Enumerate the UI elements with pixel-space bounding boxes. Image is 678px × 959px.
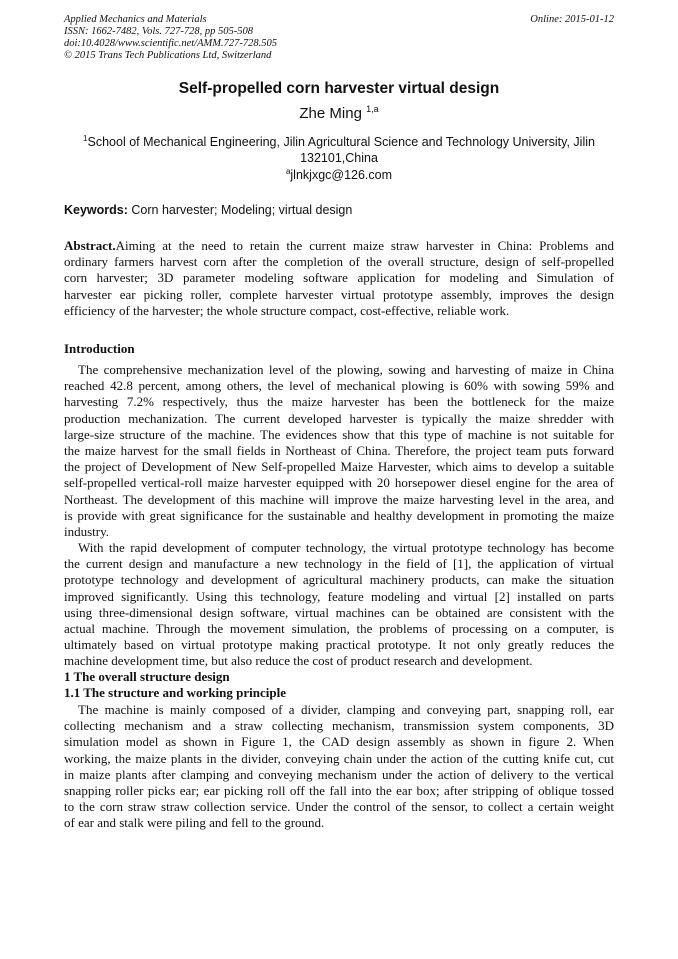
text-line bbox=[64, 718, 614, 734]
line-text: harvester ear picking roller, complete harvester virtual prototype assembly, improves the design bbox=[64, 286, 614, 302]
line-text: The comprehensive mechanization level of the plowing, sowing and harvesting of maize in China bbox=[78, 362, 614, 377]
abstract-label: Abstract. bbox=[64, 238, 116, 253]
text-line bbox=[64, 767, 614, 783]
text-line bbox=[64, 270, 614, 286]
text-line bbox=[64, 621, 614, 637]
affiliation-line: 132101,China bbox=[300, 151, 378, 166]
line-text: efficiency of the harvester; the whole structure compact, cost-effective, reliable work. bbox=[64, 302, 510, 318]
text-line bbox=[64, 303, 614, 319]
text-line bbox=[64, 702, 614, 718]
text-line bbox=[64, 572, 614, 588]
line-text: using three-dimensional design software, virtual machines can be obtained are consistent with the bbox=[64, 604, 614, 620]
email bbox=[64, 167, 614, 182]
line-text: The machine is mainly composed of a divider, clamping and conveying part, snapping roll, ear bbox=[78, 702, 614, 717]
text-line bbox=[64, 637, 614, 653]
line-text: is provide with great significance for the sustainable and healthy development in promoting the maize bbox=[64, 507, 614, 523]
subsection-heading-1-1: 1.1 The structure and working principle bbox=[64, 685, 286, 700]
text-line bbox=[64, 815, 614, 831]
journal-name: Applied Mechanics and Materials bbox=[64, 14, 207, 25]
line-text: industry. bbox=[64, 524, 110, 540]
text-line bbox=[64, 524, 614, 540]
line-text: prototype technology and development of agricultural machinery products, can make the situation bbox=[64, 572, 614, 588]
text-line bbox=[64, 443, 614, 459]
author-sup: 1,a bbox=[366, 104, 379, 114]
line-text: harvesting 7.2% respectively, thus the maize harvester has been the bottleneck for the maize bbox=[64, 394, 614, 410]
line-text: reached 42.8 percent, among others, the level of mechanical plowing is 60% with sowing 59% and bbox=[64, 378, 614, 394]
email-link[interactable]: jlnkjxgc@126.com bbox=[290, 168, 393, 183]
line-text: to the corn straw straw collection service. Under the control of the sensor, to collect a certain weight bbox=[64, 799, 614, 815]
line-text: the maize harvest for the small fields in Northeast of China. Therefore, the project team puts forward bbox=[64, 443, 614, 459]
text-line bbox=[64, 378, 614, 394]
affiliation-line: School of Mechanical Engineering, Jilin Agricultural Science and Technology University, Jilin bbox=[87, 135, 595, 150]
abstract bbox=[64, 238, 614, 319]
paper-title: Self-propelled corn harvester virtual design bbox=[178, 80, 500, 97]
text-line bbox=[64, 783, 614, 799]
text-line bbox=[64, 799, 614, 815]
line-text: Northeast. The development of this machine will improve the maize harvesting level in the area, and bbox=[64, 491, 614, 507]
keywords bbox=[64, 203, 352, 217]
line-text: With the rapid development of computer technology, the virtual prototype technology has become bbox=[78, 540, 614, 555]
section-heading-introduction: Introduction bbox=[64, 341, 135, 356]
text-line bbox=[64, 556, 614, 572]
line-text: machine development time, but also reduce the cost of product research and development. bbox=[64, 653, 533, 669]
intro-paragraph-1 bbox=[64, 362, 614, 540]
line-text: in maize plants after clamping and conveying mechanism under the action of delivery to the vertical bbox=[64, 766, 614, 782]
text-line bbox=[64, 540, 614, 556]
line-text: actual machine. Through the movement simulation, the problems of processing on a computer, is bbox=[64, 621, 614, 637]
line-text: snapping roller picks ear; ear picking roll off the fall into the ear box; after stripping of oblique tossed bbox=[64, 783, 614, 799]
text-line bbox=[64, 605, 614, 621]
online-date: Online: 2015-01-12 bbox=[530, 14, 614, 25]
line-text: working, the maize plants in the divider, conveying chain under the action of the cutting knife cut, cut bbox=[64, 750, 614, 766]
copyright: © 2015 Trans Tech Publications Ltd, Switzerland bbox=[64, 50, 272, 61]
line-text: large-size structure of the machine. The evidences show that this type of machine is not suitable for bbox=[64, 426, 614, 442]
line-text: ultimately based on virtual prototype making practical prototype. It not only greatly reduces the bbox=[64, 637, 614, 653]
journal-info bbox=[64, 14, 277, 62]
doi: doi:10.4028/www.scientific.net/AMM.727-728.505 bbox=[64, 38, 277, 49]
text-line bbox=[64, 238, 614, 254]
text-line bbox=[64, 427, 614, 443]
affiliation bbox=[64, 131, 614, 166]
text-line bbox=[64, 287, 614, 303]
text-line bbox=[64, 751, 614, 767]
issn: ISSN: 1662-7482, Vols. 727-728, pp 505-508 bbox=[64, 26, 253, 37]
line-text: corn harvester; 3D parameter modeling software application for modeling and Simulation of bbox=[64, 270, 614, 286]
text-line bbox=[64, 508, 614, 524]
keywords-text: Corn harvester; Modeling; virtual design bbox=[127, 203, 353, 217]
section-heading-1: 1 The overall structure design bbox=[64, 669, 230, 684]
text-line bbox=[64, 459, 614, 475]
email-sup: a bbox=[285, 167, 291, 176]
text-line bbox=[64, 411, 614, 427]
text-line bbox=[64, 475, 614, 491]
author bbox=[64, 104, 614, 122]
line-text: the current design and manufacture a new technology in the field of [1], the application of virtual bbox=[64, 556, 614, 572]
author-name: Zhe Ming bbox=[299, 105, 367, 122]
text-line bbox=[64, 492, 614, 508]
line-text: collecting mechanism and a straw collecting mechanism, transmission system components, 3D bbox=[64, 718, 614, 734]
line-text: production mechanization. The current developed harvester is typically the maize shredder with bbox=[64, 410, 614, 426]
line-text: ordinary farmers harvest corn after the completion of the overall structure, design of self-propelled bbox=[64, 254, 614, 270]
text-line bbox=[64, 589, 614, 605]
text-line bbox=[64, 254, 614, 270]
line-text: Aiming at the need to retain the current maize straw harvester in China: Problems and bbox=[115, 238, 614, 253]
intro-paragraph-2 bbox=[64, 540, 614, 670]
line-text: improved significantly. Using this technology, feature modeling and virtual [2] installed on parts bbox=[64, 588, 614, 604]
line-text: of ear and stalk were piling and fell to the ground. bbox=[64, 815, 325, 831]
text-line bbox=[64, 734, 614, 750]
text-line bbox=[64, 653, 614, 669]
line-text: simulation model as shown in Figure 1, the CAD design assembly as shown in figure 2. When bbox=[64, 734, 614, 750]
line-text: the project of Development of New Self-propelled Maize Harvester, which aims to develop a suitable bbox=[64, 459, 614, 475]
section1-paragraph-1 bbox=[64, 702, 614, 832]
affiliation-sup: 1 bbox=[83, 134, 88, 143]
text-line bbox=[64, 394, 614, 410]
keywords-label: Keywords: bbox=[64, 203, 128, 217]
line-text: self-propelled vertical-roll maize harvester equipped with 20 horsepower diesel engine for the area of bbox=[64, 475, 614, 491]
text-line bbox=[64, 362, 614, 378]
